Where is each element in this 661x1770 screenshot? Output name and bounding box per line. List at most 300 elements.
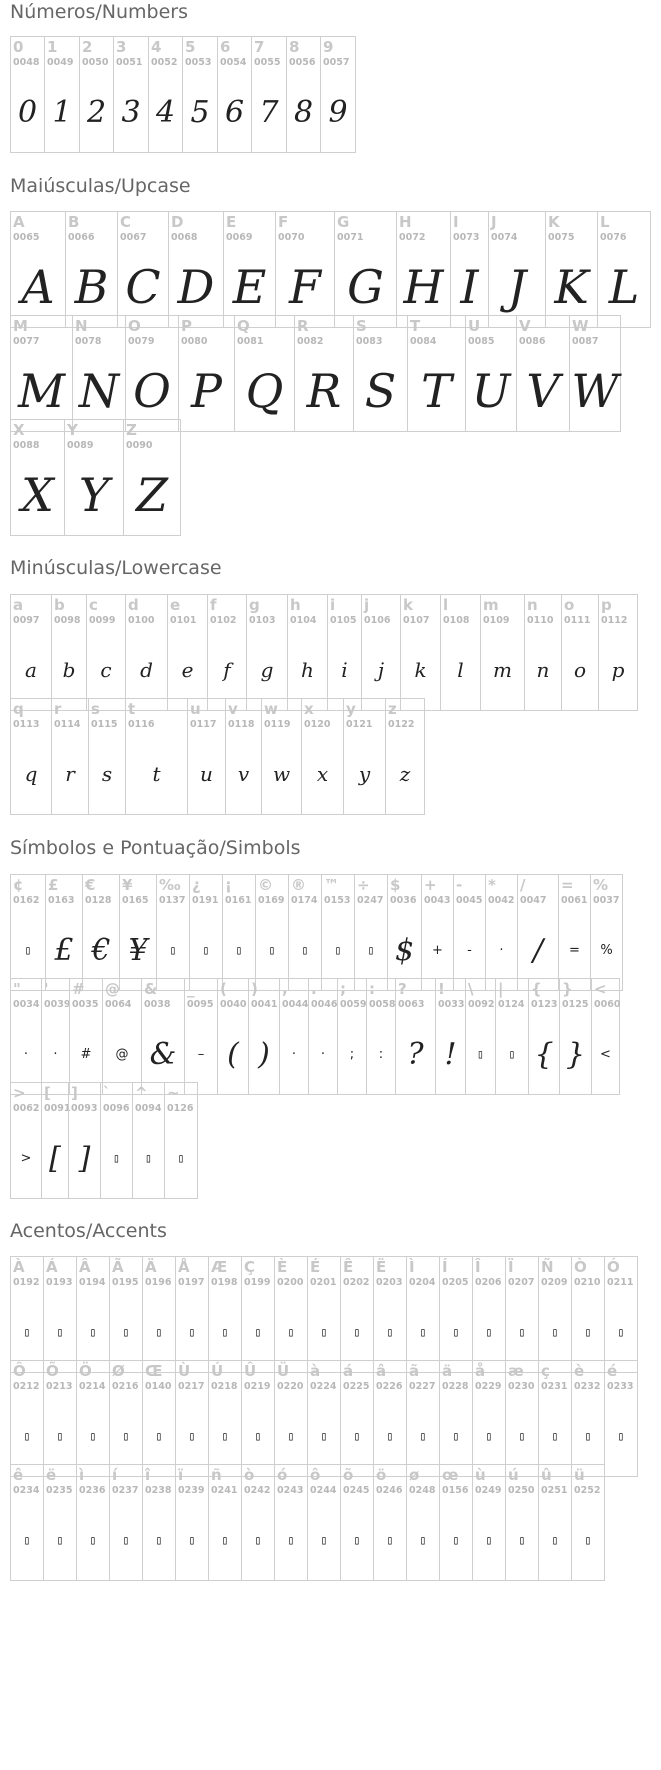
glyph-cell bbox=[495, 978, 529, 1095]
glyph-sample: A bbox=[21, 260, 55, 314]
glyph-cell bbox=[175, 1464, 209, 1581]
glyph-cell bbox=[125, 315, 179, 432]
character-label: u bbox=[190, 700, 201, 718]
glyph-cell bbox=[307, 1464, 341, 1581]
character-code: 0087 bbox=[572, 336, 599, 347]
character-label: ü bbox=[574, 1466, 585, 1484]
character-code: 0242 bbox=[244, 1485, 271, 1496]
glyph-sample: ▯ bbox=[89, 1533, 97, 1547]
character-code: 0073 bbox=[453, 232, 480, 243]
glyph-cell bbox=[590, 874, 623, 991]
glyph-cell bbox=[321, 874, 355, 991]
character-label: è bbox=[574, 1362, 585, 1380]
character-code: 0174 bbox=[291, 895, 318, 906]
character-code: 0034 bbox=[13, 999, 40, 1010]
glyph-cell bbox=[465, 978, 496, 1095]
glyph-cell bbox=[337, 978, 367, 1095]
character-label: 7 bbox=[254, 38, 265, 56]
character-label: À bbox=[13, 1258, 25, 1276]
character-label: ¡ bbox=[225, 876, 232, 894]
glyph-sample: ▯ bbox=[419, 1325, 427, 1339]
character-label: : bbox=[369, 980, 375, 998]
glyph-sample: Q bbox=[245, 364, 284, 418]
glyph-sample: ▯ bbox=[235, 943, 243, 957]
glyph-cell bbox=[45, 874, 83, 991]
character-label: A bbox=[13, 213, 25, 231]
glyph-sample: 7 bbox=[259, 94, 279, 130]
character-code: 0122 bbox=[388, 719, 415, 730]
glyph-sample: ▯ bbox=[320, 1429, 328, 1443]
glyph-cell bbox=[538, 1360, 572, 1477]
glyph-cell bbox=[88, 698, 126, 815]
character-code: 0218 bbox=[211, 1381, 238, 1392]
character-label: ¥ bbox=[122, 876, 133, 894]
glyph-sample: o bbox=[573, 658, 587, 682]
character-code: 0082 bbox=[297, 336, 324, 347]
character-label: à bbox=[310, 1362, 321, 1380]
glyph-cell bbox=[517, 874, 559, 991]
glyph-cell bbox=[340, 1360, 374, 1477]
character-code: 0096 bbox=[103, 1103, 130, 1114]
character-label: / bbox=[520, 876, 526, 894]
character-label: Z bbox=[126, 421, 137, 439]
glyph-sample: ▯ bbox=[353, 1533, 361, 1547]
glyph-sample: ▯ bbox=[221, 1533, 229, 1547]
glyph-cell bbox=[225, 698, 262, 815]
glyph-sample: p bbox=[611, 658, 625, 682]
character-code: 0224 bbox=[310, 1381, 337, 1392]
glyph-sample: W bbox=[571, 364, 619, 418]
character-code: 0227 bbox=[409, 1381, 436, 1392]
character-code: 0045 bbox=[456, 895, 483, 906]
glyph-cell bbox=[72, 315, 126, 432]
character-label: ¿ bbox=[192, 876, 201, 894]
glyph-cell bbox=[10, 874, 46, 991]
glyph-sample: ▯ bbox=[334, 943, 342, 957]
glyph-sample: 1 bbox=[52, 94, 72, 130]
glyph-cell bbox=[307, 1256, 341, 1373]
character-code: 0054 bbox=[220, 57, 247, 68]
glyph-sample: ▯ bbox=[221, 1429, 229, 1443]
glyph-sample: / bbox=[532, 932, 544, 968]
glyph-cell bbox=[76, 1256, 110, 1373]
glyph-cell bbox=[187, 698, 226, 815]
glyph-sample: u bbox=[200, 762, 213, 786]
character-label: 4 bbox=[151, 38, 162, 56]
glyph-cell bbox=[604, 1360, 638, 1477]
character-code: 0191 bbox=[192, 895, 219, 906]
glyph-sample: ▯ bbox=[320, 1533, 328, 1547]
glyph-cell bbox=[251, 36, 287, 153]
glyph-sample: w bbox=[272, 762, 291, 786]
character-code: 0123 bbox=[531, 999, 558, 1010]
glyph-cell bbox=[287, 594, 328, 711]
glyph-sample: N bbox=[78, 364, 120, 418]
glyph-sample: a bbox=[25, 658, 37, 682]
character-code: 0053 bbox=[185, 57, 212, 68]
character-label: z bbox=[388, 700, 397, 718]
glyph-sample: ▯ bbox=[584, 1429, 592, 1443]
glyph-cell bbox=[82, 874, 120, 991]
character-label: a bbox=[13, 596, 24, 614]
character-code: 0095 bbox=[187, 999, 214, 1010]
character-code: 0244 bbox=[310, 1485, 337, 1496]
glyph-sample: ▯ bbox=[584, 1533, 592, 1547]
glyph-cell bbox=[164, 1082, 198, 1199]
character-code: 0070 bbox=[278, 232, 305, 243]
glyph-sample: ; bbox=[349, 1046, 355, 1062]
character-code: 0056 bbox=[289, 57, 316, 68]
character-code: 0140 bbox=[145, 1381, 172, 1392]
character-label: } bbox=[562, 980, 573, 998]
glyph-sample: ▯ bbox=[56, 1533, 64, 1547]
character-label: v bbox=[228, 700, 238, 718]
glyph-cell bbox=[68, 1082, 101, 1199]
character-code: 0078 bbox=[75, 336, 102, 347]
character-code: 0099 bbox=[89, 615, 116, 626]
glyph-cell bbox=[142, 1360, 176, 1477]
glyph-sample: ▯ bbox=[23, 1533, 31, 1547]
character-code: 0229 bbox=[475, 1381, 502, 1392]
glyph-sample: } bbox=[565, 1036, 586, 1072]
glyph-cell bbox=[10, 315, 73, 432]
character-label: Y bbox=[67, 421, 78, 439]
glyph-sample: · bbox=[499, 942, 504, 958]
glyph-sample: ▯ bbox=[23, 1429, 31, 1443]
character-label: x bbox=[304, 700, 314, 718]
character-label: ò bbox=[244, 1466, 255, 1484]
character-label: ñ bbox=[211, 1466, 222, 1484]
glyph-sample: T bbox=[421, 364, 452, 418]
character-code: 0066 bbox=[68, 232, 95, 243]
glyph-sample: y bbox=[358, 762, 371, 786]
character-label: õ bbox=[343, 1466, 354, 1484]
glyph-sample: ▯ bbox=[155, 1533, 163, 1547]
glyph-sample: ▯ bbox=[518, 1429, 526, 1443]
character-code: 0209 bbox=[541, 1277, 568, 1288]
character-code: 0115 bbox=[91, 719, 118, 730]
glyph-sample: ▯ bbox=[254, 1533, 262, 1547]
character-label: k bbox=[403, 596, 413, 614]
character-code: 0238 bbox=[145, 1485, 172, 1496]
character-label: R bbox=[297, 317, 309, 335]
character-code: 0075 bbox=[548, 232, 575, 243]
character-code: 0042 bbox=[488, 895, 515, 906]
glyph-cell bbox=[41, 978, 70, 1095]
character-label: s bbox=[91, 700, 100, 718]
glyph-sample: U bbox=[471, 364, 511, 418]
glyph-row bbox=[10, 1464, 604, 1580]
glyph-cell bbox=[439, 1464, 473, 1581]
character-code: 0083 bbox=[356, 336, 383, 347]
glyph-sample: c bbox=[100, 658, 112, 682]
character-code: 0119 bbox=[264, 719, 291, 730]
section-acentos-accents bbox=[10, 1219, 650, 1547]
glyph-sample: – bbox=[197, 1046, 205, 1062]
glyph-sample: 9 bbox=[328, 94, 348, 130]
character-label: i bbox=[330, 596, 336, 614]
glyph-sample: r bbox=[65, 762, 75, 786]
character-label: Ù bbox=[178, 1362, 191, 1380]
glyph-cell bbox=[354, 874, 388, 991]
glyph-sample: M bbox=[17, 364, 66, 418]
glyph-row bbox=[10, 1360, 637, 1476]
glyph-sample: B bbox=[74, 260, 109, 314]
character-code: 0111 bbox=[564, 615, 591, 626]
glyph-sample: I bbox=[460, 260, 479, 314]
character-label: @ bbox=[105, 980, 120, 998]
section-title: Números/Numbers bbox=[10, 1, 188, 23]
glyph-cell bbox=[524, 594, 562, 711]
glyph-sample: m bbox=[493, 658, 512, 682]
glyph-row bbox=[10, 36, 355, 152]
character-code: 0245 bbox=[343, 1485, 370, 1496]
character-code: 0249 bbox=[475, 1485, 502, 1496]
glyph-sample: : bbox=[378, 1046, 384, 1062]
glyph-sample: ▯ bbox=[56, 1325, 64, 1339]
glyph-sample: ▯ bbox=[169, 943, 177, 957]
character-code: 0041 bbox=[251, 999, 278, 1010]
character-code: 0162 bbox=[13, 895, 40, 906]
glyph-sample: ▯ bbox=[485, 1429, 493, 1443]
character-code: 0040 bbox=[220, 999, 247, 1010]
glyph-sample: ▯ bbox=[386, 1429, 394, 1443]
character-label: F bbox=[278, 213, 289, 231]
character-label: ÷ bbox=[357, 876, 370, 894]
glyph-sample: f bbox=[223, 658, 231, 682]
glyph-cell bbox=[450, 211, 489, 328]
character-code: 0077 bbox=[13, 336, 40, 347]
glyph-cell bbox=[343, 698, 386, 815]
glyph-sample: C bbox=[125, 260, 161, 314]
character-code: 0137 bbox=[159, 895, 186, 906]
character-code: 0110 bbox=[527, 615, 554, 626]
character-code: 0038 bbox=[144, 999, 171, 1010]
glyph-sample: ▯ bbox=[144, 1151, 153, 1165]
character-code: 0212 bbox=[13, 1381, 40, 1392]
glyph-cell bbox=[255, 874, 289, 991]
glyph-sample: V bbox=[526, 364, 560, 418]
character-label: d bbox=[128, 596, 139, 614]
glyph-sample: ▯ bbox=[254, 1325, 262, 1339]
character-code: 0125 bbox=[562, 999, 589, 1010]
glyph-sample: € bbox=[91, 932, 111, 968]
glyph-row bbox=[10, 978, 619, 1094]
character-code: 0037 bbox=[593, 895, 620, 906]
glyph-sample: ▯ bbox=[584, 1325, 592, 1339]
character-label: c bbox=[89, 596, 98, 614]
character-label: Å bbox=[178, 1258, 190, 1276]
glyph-sample: 0 bbox=[17, 94, 38, 130]
glyph-cell bbox=[132, 1082, 165, 1199]
glyph-cell bbox=[395, 978, 436, 1095]
character-code: 0036 bbox=[390, 895, 417, 906]
character-label: ï bbox=[178, 1466, 184, 1484]
glyph-sample: s bbox=[101, 762, 113, 786]
glyph-cell bbox=[208, 1360, 242, 1477]
glyph-sample: ? bbox=[407, 1036, 424, 1072]
glyph-cell bbox=[248, 978, 280, 1095]
glyph-sample: G bbox=[347, 260, 384, 314]
character-label: K bbox=[548, 213, 560, 231]
glyph-cell bbox=[125, 594, 168, 711]
character-code: 0069 bbox=[226, 232, 253, 243]
character-code: 0079 bbox=[128, 336, 155, 347]
character-label: û bbox=[541, 1466, 552, 1484]
glyph-sample: ▯ bbox=[367, 943, 375, 957]
character-code: 0251 bbox=[541, 1485, 568, 1496]
glyph-sample: Z bbox=[136, 468, 168, 522]
glyph-cell bbox=[366, 978, 396, 1095]
character-label: q bbox=[13, 700, 24, 718]
character-code: 0165 bbox=[122, 895, 149, 906]
glyph-sample: ▯ bbox=[518, 1533, 526, 1547]
character-code: 0230 bbox=[508, 1381, 535, 1392]
character-label: Ñ bbox=[541, 1258, 554, 1276]
glyph-cell bbox=[307, 1360, 341, 1477]
glyph-cell bbox=[76, 1360, 110, 1477]
glyph-cell bbox=[472, 1360, 506, 1477]
glyph-cell bbox=[406, 1464, 440, 1581]
character-label: $ bbox=[390, 876, 401, 894]
character-code: 0128 bbox=[85, 895, 112, 906]
character-code: 0064 bbox=[105, 999, 132, 1010]
character-label: o bbox=[564, 596, 575, 614]
glyph-sample: ▯ bbox=[122, 1325, 130, 1339]
character-label: ç bbox=[541, 1362, 550, 1380]
character-code: 0226 bbox=[376, 1381, 403, 1392]
character-label: ë bbox=[46, 1466, 57, 1484]
character-label: Q bbox=[237, 317, 250, 335]
character-label: ‰ bbox=[159, 876, 181, 894]
glyph-cell bbox=[407, 315, 466, 432]
glyph-cell bbox=[406, 1256, 440, 1373]
glyph-sample: ▯ bbox=[485, 1325, 493, 1339]
character-label: Ø bbox=[112, 1362, 125, 1380]
glyph-cell bbox=[178, 315, 235, 432]
character-code: 0090 bbox=[126, 440, 153, 451]
glyph-row bbox=[10, 211, 650, 327]
glyph-cell bbox=[113, 36, 149, 153]
glyph-cell bbox=[571, 1360, 605, 1477]
glyph-cell bbox=[435, 978, 466, 1095]
glyph-sample: g bbox=[260, 658, 274, 682]
glyph-cell bbox=[569, 315, 621, 432]
character-label: + bbox=[424, 876, 437, 894]
glyph-cell bbox=[440, 594, 481, 711]
glyph-sample: ▯ bbox=[353, 1325, 361, 1339]
glyph-sample: ▯ bbox=[188, 1429, 196, 1443]
character-label: W bbox=[572, 317, 589, 335]
character-code: 0112 bbox=[601, 615, 628, 626]
character-label: V bbox=[519, 317, 531, 335]
glyph-cell bbox=[79, 36, 114, 153]
character-label: n bbox=[527, 596, 538, 614]
glyph-cell bbox=[109, 1464, 143, 1581]
character-code: 0116 bbox=[128, 719, 155, 730]
character-label: ù bbox=[475, 1466, 486, 1484]
character-code: 0086 bbox=[519, 336, 546, 347]
glyph-cell bbox=[44, 36, 80, 153]
character-label: 5 bbox=[185, 38, 196, 56]
character-label: ú bbox=[508, 1466, 519, 1484]
glyph-sample: ] bbox=[78, 1140, 91, 1176]
character-label: 0 bbox=[13, 38, 24, 56]
character-label: O bbox=[128, 317, 141, 335]
glyph-sample: X bbox=[21, 468, 54, 522]
character-label: > bbox=[13, 1084, 26, 1102]
character-code: 0107 bbox=[403, 615, 430, 626]
character-code: 0213 bbox=[46, 1381, 73, 1392]
glyph-cell bbox=[488, 211, 546, 328]
glyph-sample: 3 bbox=[121, 94, 141, 130]
character-code: 0217 bbox=[178, 1381, 205, 1392]
glyph-sample: ▯ bbox=[268, 943, 276, 957]
character-code: 0233 bbox=[607, 1381, 634, 1392]
glyph-cell bbox=[189, 874, 223, 991]
glyph-cell bbox=[69, 978, 103, 1095]
character-label: % bbox=[593, 876, 609, 894]
character-label: Á bbox=[46, 1258, 58, 1276]
character-code: 0231 bbox=[541, 1381, 568, 1392]
glyph-cell bbox=[76, 1464, 110, 1581]
glyph-cell bbox=[505, 1464, 539, 1581]
glyph-sample: ▯ bbox=[518, 1325, 526, 1339]
glyph-cell bbox=[396, 211, 451, 328]
character-label: j bbox=[364, 596, 370, 614]
glyph-sample: H bbox=[403, 260, 444, 314]
glyph-sample: l bbox=[457, 658, 464, 682]
glyph-cell bbox=[142, 1256, 176, 1373]
glyph-cell bbox=[246, 594, 288, 711]
character-code: 0156 bbox=[442, 1485, 469, 1496]
glyph-cell bbox=[597, 211, 651, 328]
character-label: I bbox=[453, 213, 459, 231]
glyph-cell bbox=[10, 978, 42, 1095]
character-label: E bbox=[226, 213, 237, 231]
glyph-sample: b bbox=[62, 658, 76, 682]
character-code: 0072 bbox=[399, 232, 426, 243]
glyph-cell bbox=[217, 978, 249, 1095]
glyph-cell bbox=[480, 594, 525, 711]
character-label: T bbox=[410, 317, 421, 335]
glyph-sample: @ bbox=[115, 1046, 129, 1062]
glyph-sample: ▯ bbox=[287, 1533, 295, 1547]
glyph-sample: ¥ bbox=[128, 932, 148, 968]
character-label: m bbox=[483, 596, 499, 614]
glyph-sample: ▯ bbox=[24, 943, 32, 957]
glyph-cell bbox=[241, 1360, 275, 1477]
glyph-sample: · bbox=[320, 1046, 326, 1062]
glyph-cell bbox=[528, 978, 560, 1095]
glyph-cell bbox=[485, 874, 518, 991]
glyph-cell bbox=[125, 698, 188, 815]
glyph-cell bbox=[175, 1256, 209, 1373]
character-code: 0103 bbox=[249, 615, 276, 626]
glyph-cell bbox=[10, 36, 45, 153]
glyph-sample: % bbox=[600, 942, 613, 958]
character-label: w bbox=[264, 700, 278, 718]
glyph-cell bbox=[361, 594, 401, 711]
glyph-sample: + bbox=[432, 942, 443, 958]
glyph-sample: ▯ bbox=[508, 1047, 516, 1061]
character-label: U bbox=[468, 317, 481, 335]
character-label: Ö bbox=[79, 1362, 92, 1380]
glyph-cell bbox=[472, 1256, 506, 1373]
character-code: 0071 bbox=[337, 232, 364, 243]
character-code: 0104 bbox=[290, 615, 317, 626]
glyph-sample: { bbox=[534, 1036, 554, 1072]
